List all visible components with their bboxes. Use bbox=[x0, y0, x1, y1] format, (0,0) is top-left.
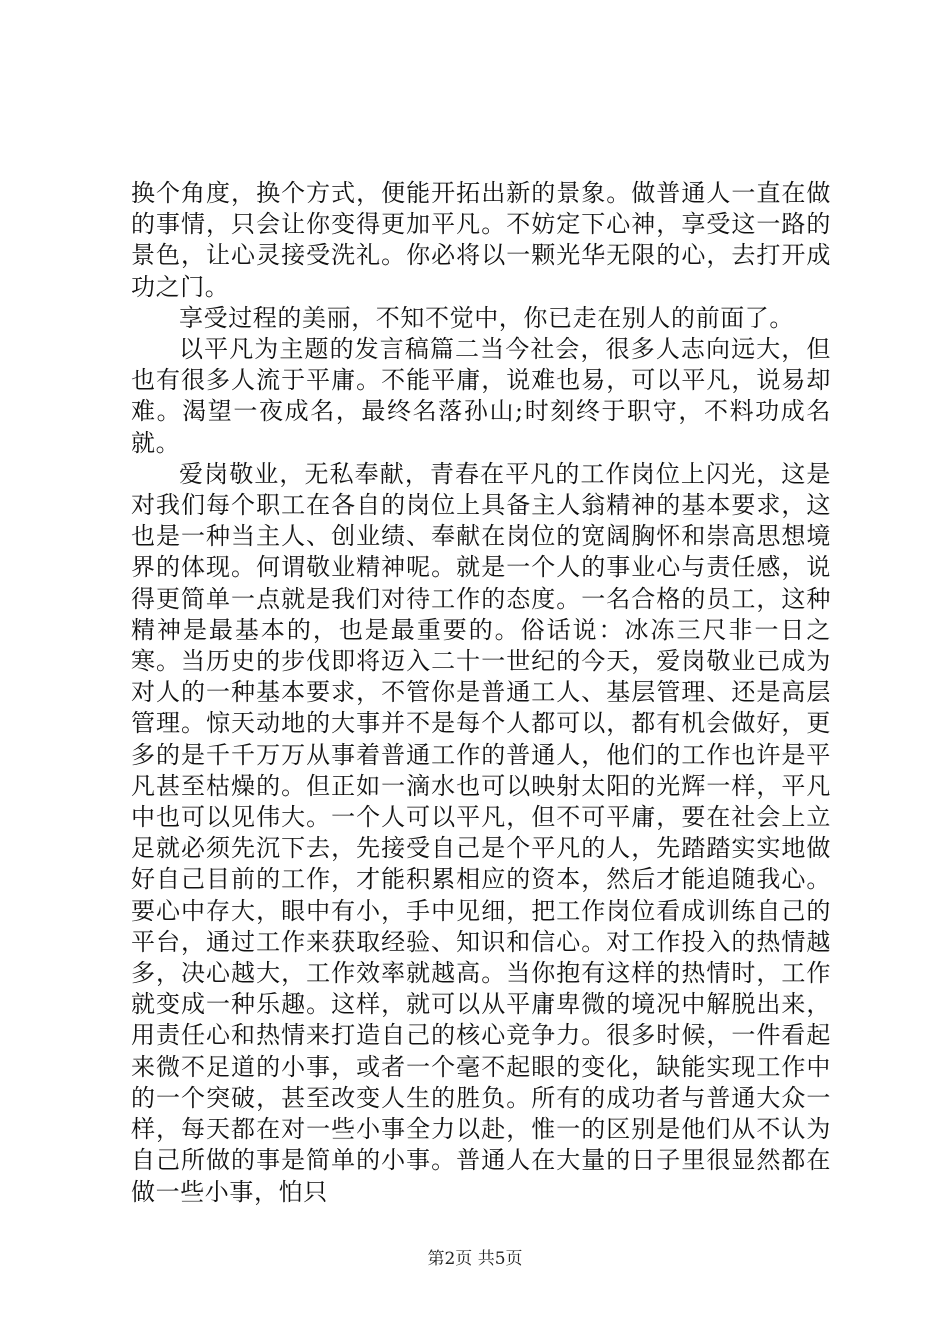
paragraph: 爱岗敬业，无私奉献，青春在平凡的工作岗位上闪光，这是对我们每个职工在各自的岗位上具备主人翁精神的基本要求，这也是一种当主人、创业绩、奉献在岗位的宽阔胸怀和崇高思想境界的体现。何谓敬业精神呢。就是一个人的事业心与责任感，说得更简单一点就是我们对待工作的态度。一名合格的员工，这种精神是最基本的，也是最重要的。俗话说：冰冻三尺非一日之寒。当历史的步伐即将迈入二十一世纪的今天，爱岗敬业已成为对人的一种基本要求，不管你是普通工人、基层管理、还是高层管理。惊天动地的大事并不是每个人都可以，都有机会做好，更多的是千千万万从事着普通工作的普通人，他们的工作也许是平凡甚至枯燥的。但正如一滴水也可以映射太阳的光辉一样，平凡中也可以见伟大。一个人可以平凡，但不可平庸，要在社会上立足就必须先沉下去，先接受自己是个平凡的人，先踏踏实实地做好自己目前的工作，才能积累相应的资本，然后才能追随我心。要心中存大，眼中有小，手中见细，把工作岗位看成训练自己的平台，通过工作来获取经验、知识和信心。对工作投入的热情越多，决心越大，工作效率就越高。当你抱有这样的热情时，工作就变成一种乐趣。这样，就可以从平庸卑微的境况中解脱出来，用责任心和热情来打造自己的核心竞争力。很多时候，一件看起来微不足道的小事，或者一个毫不起眼的变化，缺能实现工作中的一个突破，甚至改变人生的胜负。所有的成功者与普通大众一样，每天都在对一些小事全力以赴，惟一的区别是他们从不认为自己所做的事是简单的小事。普通人在大量的日子里很显然都在做一些小事，怕只 bbox=[131, 459, 831, 1206]
page-number-footer: 第2页 共5页 bbox=[427, 1249, 523, 1269]
paragraph-continued: 换个角度，换个方式，便能开拓出新的景象。做普通人一直在做的事情，只会让你变得更加平凡。不妨定下心神，享受这一路的景色，让心灵接受洗礼。你必将以一颗光华无限的心，去打开成功之门。 bbox=[131, 179, 831, 301]
paragraph: 享受过程的美丽，不知不觉中，你已走在别人的前面了。 bbox=[179, 303, 794, 332]
document-body bbox=[131, 178, 831, 1208]
paragraph: 以平凡为主题的发言稿篇二当今社会，很多人志向远大，但也有很多人流于平庸。不能平庸，说难也易，可以平凡，说易却难。渴望一夜成名，最终名落孙山;时刻终于职守，不料功成名就。 bbox=[131, 335, 831, 457]
